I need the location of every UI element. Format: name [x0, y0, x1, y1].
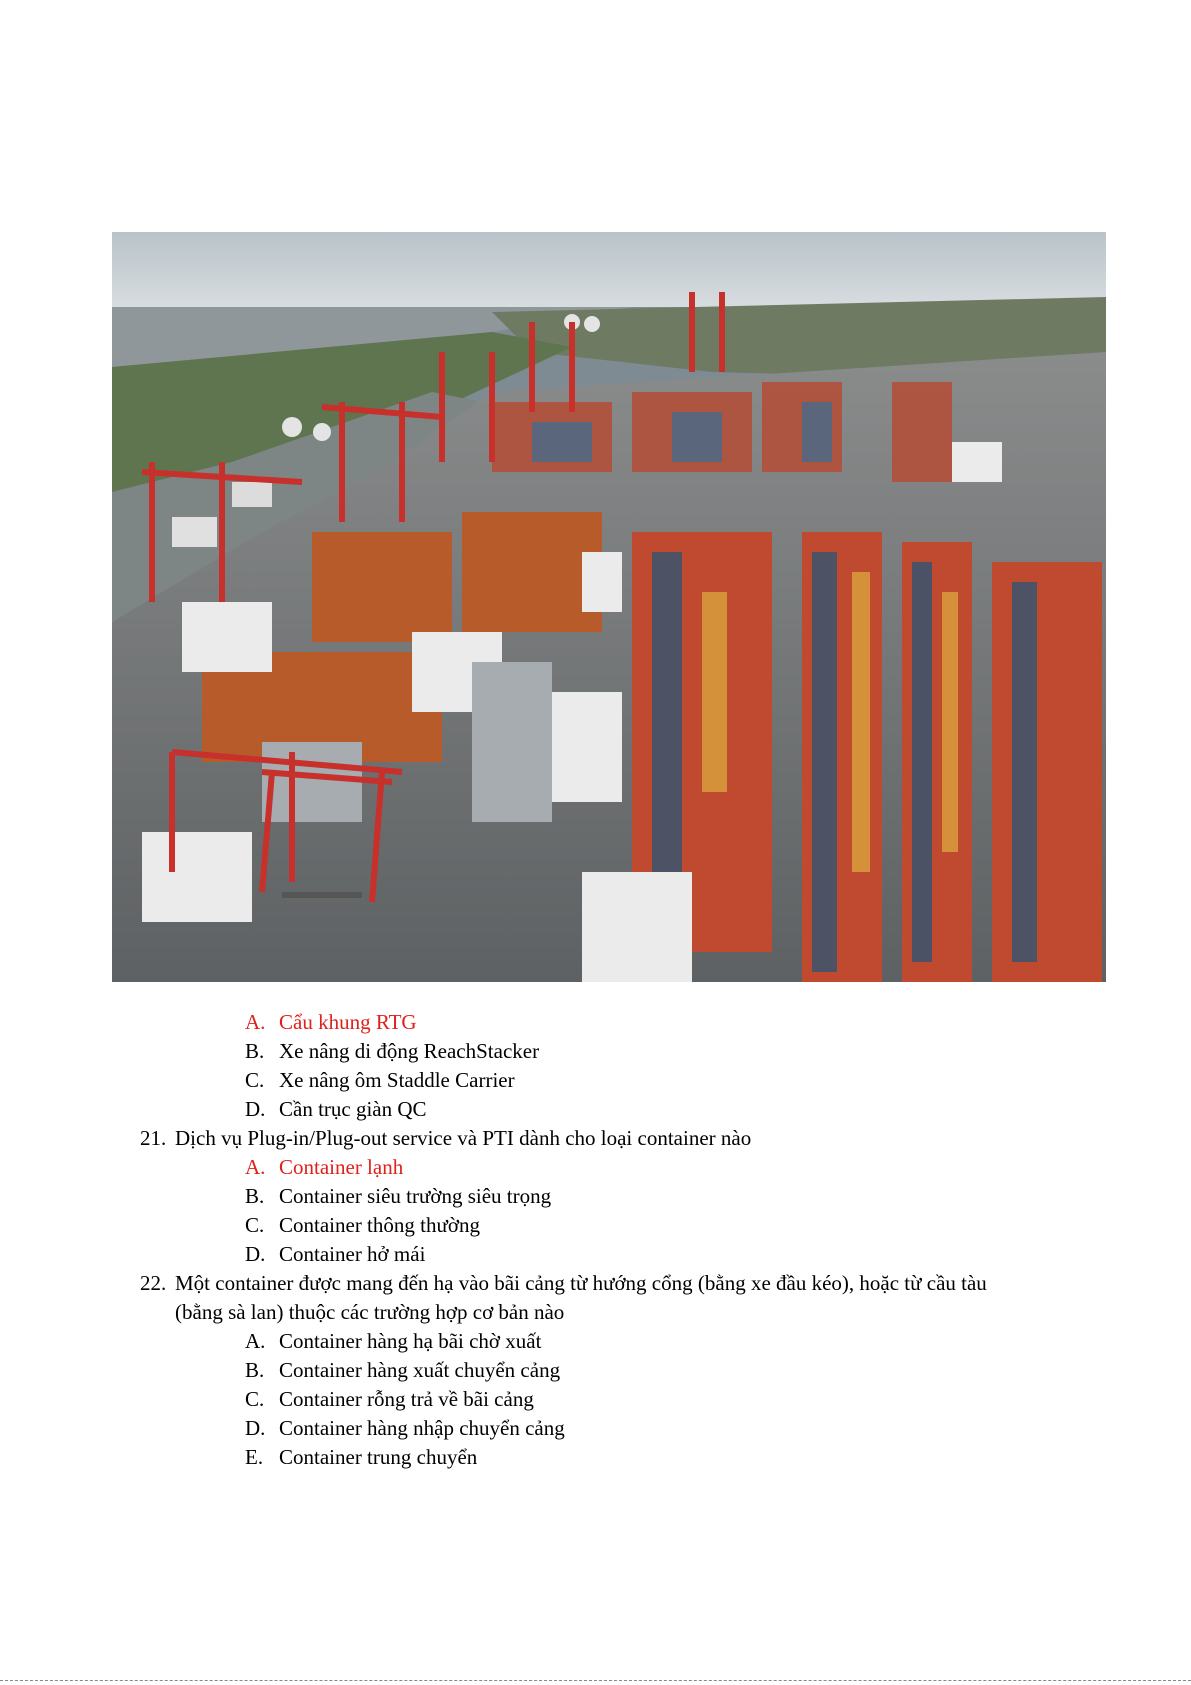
question-number: 21. — [140, 1126, 167, 1150]
q22-option-a: A. Container hàng hạ bãi chờ xuất — [245, 1329, 542, 1353]
option-text: Cẩu khung RTG — [279, 1010, 417, 1034]
option-text: Container hở mái — [279, 1242, 426, 1266]
question-text: Dịch vụ Plug-in/Plug-out service và PTI dành cho loại container nào — [175, 1126, 752, 1150]
port-aerial-image — [112, 232, 1106, 982]
question-text: (bằng sà lan) thuộc các trường hợp cơ bản nào — [175, 1300, 565, 1324]
option-text: Xe nâng ôm Staddle Carrier — [279, 1068, 515, 1092]
q22-option-c: C. Container rỗng trả về bãi cảng — [245, 1387, 534, 1411]
question-21 — [140, 1124, 751, 1153]
q22-option-d: D. Container hàng nhập chuyển cảng — [245, 1416, 565, 1440]
q22-option-b: B. Container hàng xuất chuyển cảng — [245, 1358, 561, 1382]
option-text: Xe nâng di động ReachStacker — [279, 1039, 540, 1063]
option-text: Container siêu trường siêu trọng — [279, 1184, 552, 1208]
option-text: Container trung chuyển — [279, 1445, 478, 1469]
q21-option-b: B. Container siêu trường siêu trọng — [245, 1184, 552, 1208]
option-text: Container thông thường — [279, 1213, 480, 1237]
option-text: Container rỗng trả về bãi cảng — [279, 1387, 534, 1411]
container-port-photo — [112, 232, 1106, 982]
q21-option-c: C. Container thông thường — [245, 1213, 480, 1237]
q20-option-b: B. Xe nâng di động ReachStacker — [245, 1039, 540, 1063]
q22-option-e: E. Container trung chuyển — [245, 1445, 478, 1469]
option-text: Container hàng nhập chuyển cảng — [279, 1416, 565, 1440]
q20-option-c: C. Xe nâng ôm Staddle Carrier — [245, 1068, 515, 1092]
question-text: Một container được mang đến hạ vào bãi cảng từ hướng cổng (bằng xe đầu kéo), hoặc từ cầu tàu — [175, 1271, 987, 1295]
page-bottom-divider — [0, 1680, 1191, 1682]
q20-option-d: D. Cần trục giàn QC — [245, 1097, 427, 1121]
q21-option-a: A. Container lạnh — [245, 1155, 404, 1179]
q20-option-a: A. Cẩu khung RTG — [245, 1010, 417, 1034]
option-text: Container hàng xuất chuyển cảng — [279, 1358, 561, 1382]
option-text: Cần trục giàn QC — [279, 1097, 427, 1121]
option-text: Container lạnh — [279, 1155, 404, 1179]
q21-option-d: D. Container hở mái — [245, 1242, 426, 1266]
question-22-continuation — [175, 1298, 564, 1327]
question-number: 22. — [140, 1271, 167, 1295]
question-22 — [140, 1269, 987, 1298]
option-text: Container hàng hạ bãi chờ xuất — [279, 1329, 542, 1353]
